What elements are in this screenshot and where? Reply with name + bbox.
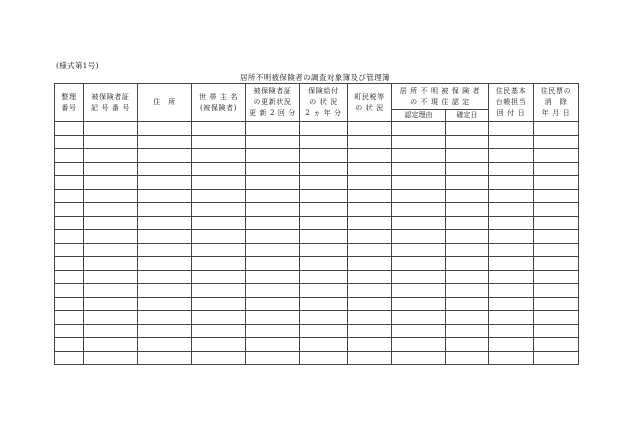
table-cell[interactable] [84,243,138,257]
table-cell[interactable] [84,270,138,284]
table-cell[interactable] [55,230,84,244]
table-cell[interactable] [489,216,534,230]
table-cell[interactable] [192,149,246,163]
table-cell[interactable] [534,176,579,190]
table-cell[interactable] [489,311,534,325]
table-cell[interactable] [246,257,300,271]
header-chouminzei: 町民税等 の 状 況 [348,84,392,122]
table-cell[interactable] [446,216,489,230]
table-cell[interactable] [534,189,579,203]
table-cell[interactable] [392,149,446,163]
table-cell[interactable] [138,135,192,149]
table-row [55,270,579,284]
header-jusho: 住 所 [138,84,192,122]
table-cell[interactable] [348,203,392,217]
table-cell[interactable] [392,176,446,190]
table-row [55,162,579,176]
table-cell[interactable] [246,176,300,190]
table-cell[interactable] [84,311,138,325]
table-cell[interactable] [138,338,192,352]
table-cell[interactable] [489,257,534,271]
table-cell[interactable] [300,216,348,230]
table-cell[interactable] [300,338,348,352]
table-cell[interactable] [348,122,392,136]
table-cell[interactable] [84,122,138,136]
table-cell[interactable] [300,351,348,365]
table-cell[interactable] [392,243,446,257]
table-cell[interactable] [392,351,446,365]
table-cell[interactable] [534,135,579,149]
table-cell[interactable] [192,351,246,365]
table-cell[interactable] [84,324,138,338]
table-cell[interactable] [84,203,138,217]
table-row [55,230,579,244]
table-row [55,284,579,298]
table-row [55,122,579,136]
table-cell[interactable] [534,230,579,244]
header-seiri-bangou: 整理 番号 [55,84,84,122]
table-cell[interactable] [138,203,192,217]
table-cell[interactable] [446,297,489,311]
table-row [55,135,579,149]
table-cell[interactable] [446,176,489,190]
table-cell[interactable] [192,176,246,190]
header-nintei-riyu: 認定理由 [392,110,446,122]
table-cell[interactable] [300,270,348,284]
table-cell[interactable] [392,216,446,230]
table-cell[interactable] [300,162,348,176]
table-cell[interactable] [534,203,579,217]
table-cell[interactable] [489,351,534,365]
table-row [55,189,579,203]
table-cell[interactable] [348,324,392,338]
table-cell[interactable] [300,135,348,149]
header-daichou-kaifu: 住民基本 台帳担当 回 付 日 [489,84,534,122]
table-cell[interactable] [84,149,138,163]
table-cell[interactable] [55,270,84,284]
table-cell[interactable] [489,162,534,176]
table-cell[interactable] [55,257,84,271]
table-row [55,324,579,338]
table-cell[interactable] [192,189,246,203]
table-cell[interactable] [392,189,446,203]
table-cell[interactable] [489,297,534,311]
table-cell[interactable] [534,270,579,284]
table-cell[interactable] [192,203,246,217]
header-koushin-joukyou: 被保険者証 の更新状況 更 新 2 回 分 [246,84,300,122]
table-cell[interactable] [192,216,246,230]
table-cell[interactable] [84,162,138,176]
table-cell[interactable] [300,189,348,203]
table-cell[interactable] [192,230,246,244]
header-setainushi: 世 帯 主 名 (被保険者) [192,84,246,122]
document-title: 居所不明被保険者の調査対象簿及び管理簿 [239,73,391,82]
table-row [55,149,579,163]
table-cell[interactable] [392,203,446,217]
table-cell[interactable] [138,257,192,271]
table-cell[interactable] [138,297,192,311]
table-cell[interactable] [192,284,246,298]
table-cell[interactable] [138,311,192,325]
table-cell[interactable] [348,176,392,190]
table-cell[interactable] [55,189,84,203]
table-cell[interactable] [192,324,246,338]
table-cell[interactable] [534,257,579,271]
table-cell[interactable] [392,122,446,136]
table-cell[interactable] [246,203,300,217]
table-cell[interactable] [348,189,392,203]
table-cell[interactable] [348,257,392,271]
table-cell[interactable] [84,189,138,203]
header-kakutei-bi: 確定日 [446,110,489,122]
table-cell[interactable] [392,311,446,325]
table-cell[interactable] [534,324,579,338]
table-row [55,338,579,352]
table-cell[interactable] [534,284,579,298]
table-cell[interactable] [392,257,446,271]
table-cell[interactable] [138,189,192,203]
table-cell[interactable] [55,135,84,149]
table-cell[interactable] [300,257,348,271]
register-table [54,83,579,365]
table-cell[interactable] [55,311,84,325]
table-cell[interactable] [489,122,534,136]
table-cell[interactable] [84,338,138,352]
table-cell[interactable] [489,243,534,257]
table-cell[interactable] [446,257,489,271]
table-cell[interactable] [392,324,446,338]
table-cell[interactable] [348,297,392,311]
table-cell[interactable] [534,162,579,176]
table-cell[interactable] [534,216,579,230]
table-cell[interactable] [534,311,579,325]
table-cell[interactable] [446,230,489,244]
table-cell[interactable] [246,230,300,244]
table-cell[interactable] [534,122,579,136]
table-cell[interactable] [446,243,489,257]
table-cell[interactable] [84,135,138,149]
table-cell[interactable] [246,311,300,325]
table-cell[interactable] [392,297,446,311]
table-cell[interactable] [348,135,392,149]
table-cell[interactable] [84,284,138,298]
table-cell[interactable] [348,270,392,284]
table-cell[interactable] [84,230,138,244]
table-cell[interactable] [300,149,348,163]
table-cell[interactable] [392,284,446,298]
table-cell[interactable] [489,324,534,338]
header-juminhyo-shoujo: 住民票の 消 除 年 月 日 [534,84,579,122]
table-row [55,257,579,271]
table-cell[interactable] [55,149,84,163]
table-cell[interactable] [348,311,392,325]
table-row [55,203,579,217]
table-cell[interactable] [300,297,348,311]
table-cell[interactable] [300,122,348,136]
table-cell[interactable] [446,203,489,217]
table-cell[interactable] [446,135,489,149]
table-row [55,311,579,325]
table-cell[interactable] [246,216,300,230]
table-cell[interactable] [300,324,348,338]
table-cell[interactable] [192,122,246,136]
table-cell[interactable] [138,162,192,176]
table-cell[interactable] [138,284,192,298]
table-cell[interactable] [489,176,534,190]
table-cell[interactable] [246,338,300,352]
table-cell[interactable] [246,351,300,365]
table-cell[interactable] [55,176,84,190]
table-cell[interactable] [138,230,192,244]
table-cell[interactable] [246,135,300,149]
table-cell[interactable] [300,243,348,257]
table-cell[interactable] [192,243,246,257]
table-cell[interactable] [489,135,534,149]
table-cell[interactable] [392,230,446,244]
table-cell[interactable] [55,216,84,230]
table-cell[interactable] [446,351,489,365]
table-cell[interactable] [192,162,246,176]
table-cell[interactable] [489,270,534,284]
table-cell[interactable] [446,149,489,163]
table-cell[interactable] [446,189,489,203]
table-cell[interactable] [246,162,300,176]
table-cell[interactable] [446,284,489,298]
table-row [55,297,579,311]
table-cell[interactable] [446,324,489,338]
table-row [55,351,579,365]
table-cell[interactable] [55,243,84,257]
table-cell[interactable] [300,284,348,298]
table-row [55,176,579,190]
table-cell[interactable] [55,284,84,298]
table-cell[interactable] [300,203,348,217]
table-cell[interactable] [192,270,246,284]
table-cell[interactable] [138,122,192,136]
table-cell[interactable] [55,351,84,365]
table-cell[interactable] [138,243,192,257]
table-cell[interactable] [489,149,534,163]
table-cell[interactable] [489,338,534,352]
table-cell[interactable] [138,176,192,190]
table-cell[interactable] [84,257,138,271]
table-cell[interactable] [534,297,579,311]
table-cell[interactable] [84,176,138,190]
table-cell[interactable] [246,270,300,284]
table-cell[interactable] [446,162,489,176]
table-cell[interactable] [534,149,579,163]
header-kyosho-fumei-group: 居 所 不 明 被 保 険 者 の 不 現 住 認 定 [392,84,489,110]
table-cell[interactable] [348,162,392,176]
table-cell[interactable] [246,324,300,338]
table-cell[interactable] [138,270,192,284]
table-cell[interactable] [300,176,348,190]
table-cell[interactable] [246,149,300,163]
table-cell[interactable] [246,297,300,311]
table-cell[interactable] [84,216,138,230]
table-cell[interactable] [55,162,84,176]
table-cell[interactable] [246,243,300,257]
table-cell[interactable] [192,311,246,325]
table-cell[interactable] [446,338,489,352]
table-cell[interactable] [534,351,579,365]
table-cell[interactable] [55,338,84,352]
table-cell[interactable] [138,324,192,338]
table-cell[interactable] [84,297,138,311]
table-cell[interactable] [446,122,489,136]
table-cell[interactable] [348,149,392,163]
table-cell[interactable] [246,284,300,298]
table-cell[interactable] [534,243,579,257]
table-cell[interactable] [392,162,446,176]
table-row [55,243,579,257]
table-cell[interactable] [392,270,446,284]
table-cell[interactable] [300,311,348,325]
table-cell[interactable] [489,284,534,298]
table-cell[interactable] [246,189,300,203]
table-cell[interactable] [55,324,84,338]
table-row [55,216,579,230]
header-hoken-kyufu: 保険給付 の 状 況 2 ヵ 年 分 [300,84,348,122]
table-cell[interactable] [192,338,246,352]
table-cell[interactable] [84,351,138,365]
table-cell[interactable] [446,270,489,284]
table-cell[interactable] [392,338,446,352]
table-cell[interactable] [392,135,446,149]
header-hihokenshashou-kigou: 被保険者証 記 号 番 号 [84,84,138,122]
table-cell[interactable] [138,351,192,365]
table-cell[interactable] [489,189,534,203]
table-cell[interactable] [55,122,84,136]
table-cell[interactable] [489,230,534,244]
table-cell[interactable] [489,203,534,217]
table-cell[interactable] [55,297,84,311]
table-cell[interactable] [192,297,246,311]
table-cell[interactable] [300,230,348,244]
table-cell[interactable] [348,230,392,244]
table-cell[interactable] [348,338,392,352]
table-cell[interactable] [246,122,300,136]
table-cell[interactable] [348,243,392,257]
table-cell[interactable] [138,216,192,230]
table-cell[interactable] [446,311,489,325]
table-cell[interactable] [192,257,246,271]
register-body [55,122,579,365]
table-cell[interactable] [348,284,392,298]
table-cell[interactable] [55,203,84,217]
table-cell[interactable] [534,338,579,352]
table-cell[interactable] [348,351,392,365]
form-number: (様式第1号) [56,61,99,70]
table-cell[interactable] [348,216,392,230]
table-cell[interactable] [192,135,246,149]
table-cell[interactable] [138,149,192,163]
